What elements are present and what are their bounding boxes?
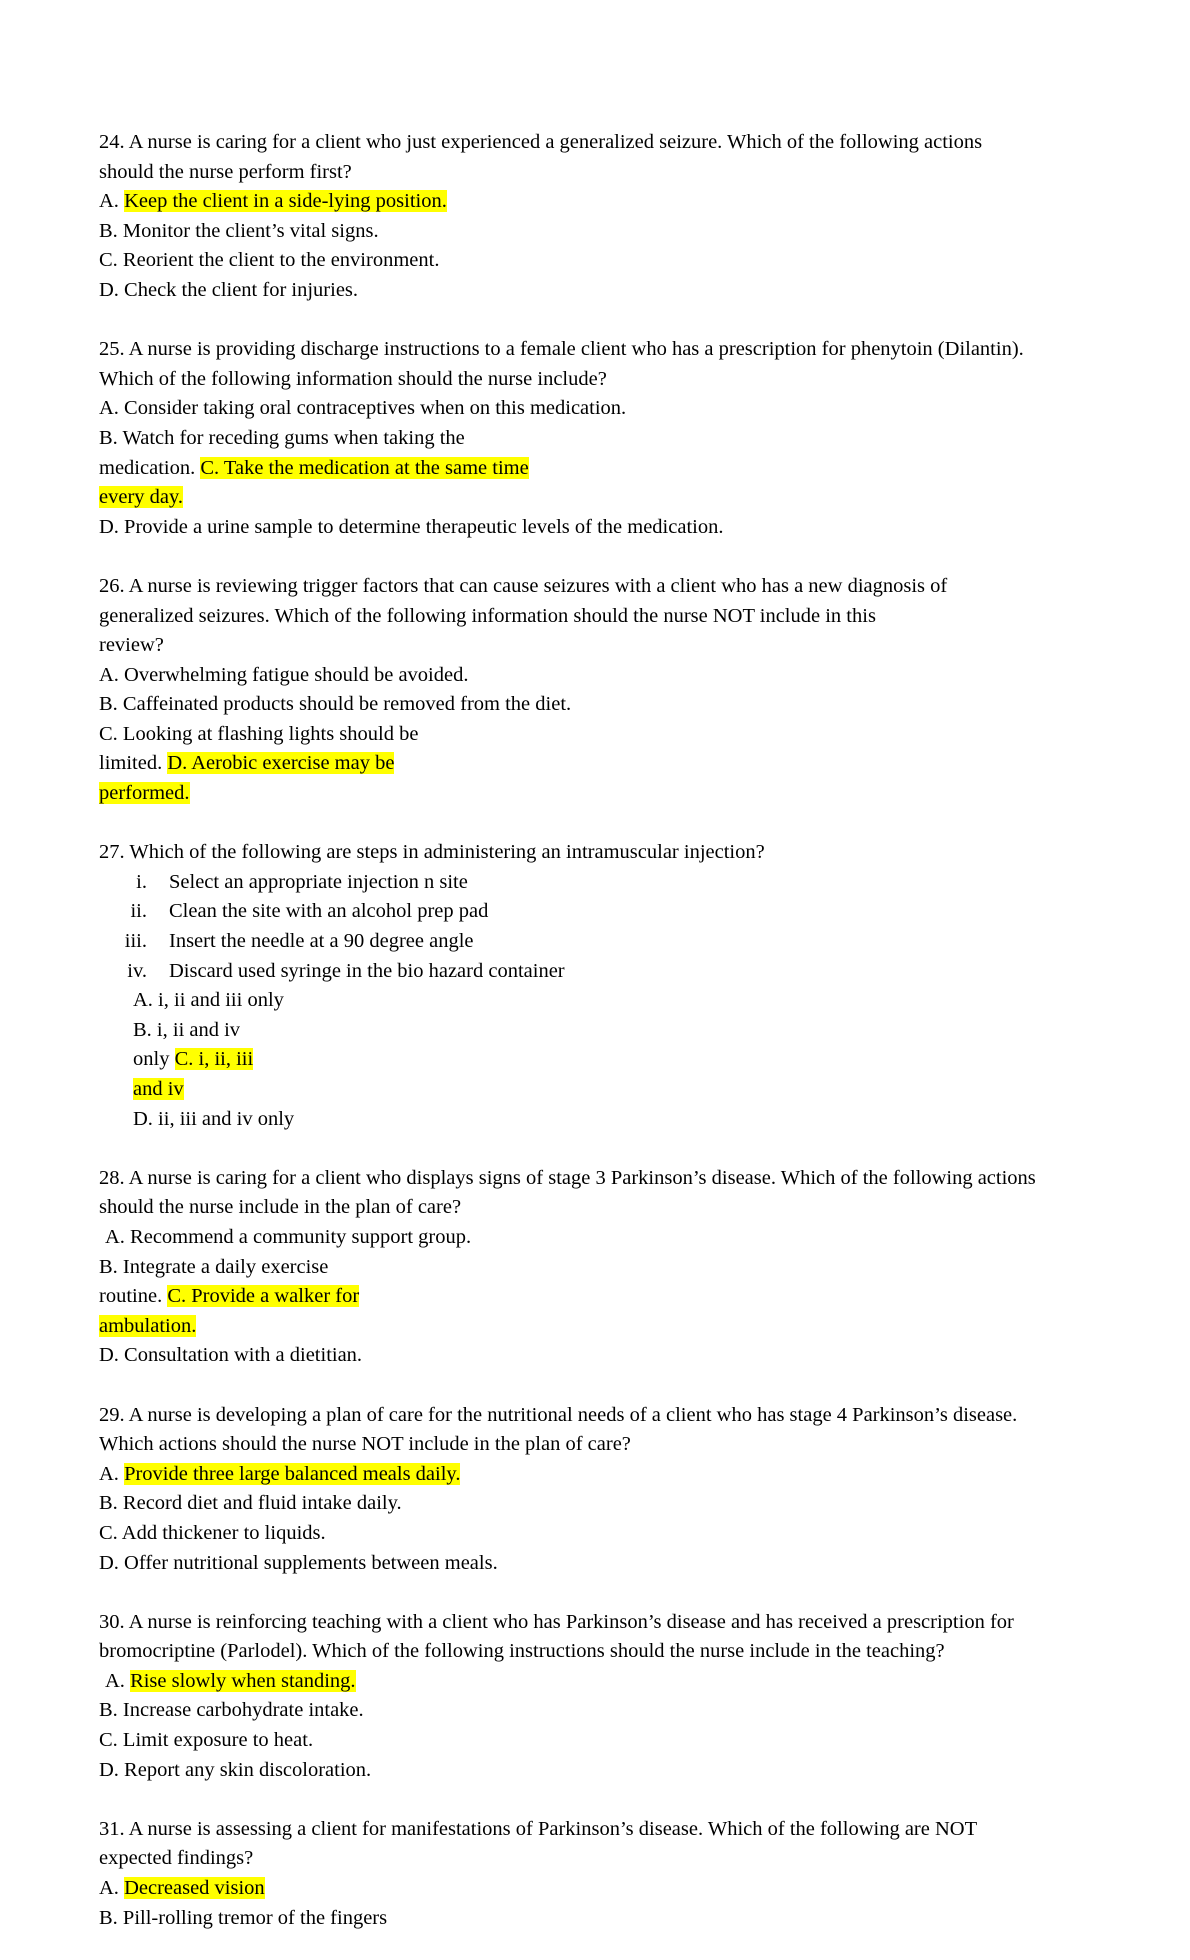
answer-option-b: B. Monitor the client’s vital signs. [99,219,379,242]
answer-option-b: B. Watch for receding gums when taking the [99,426,465,449]
question-stem: generalized seizures. Which of the following information should the nurse NOT include in this [99,604,876,627]
answer-option-b-cont: only C. i, ii, iii [133,1048,254,1071]
question-stem: review? [99,634,164,657]
answer-option-a: A. Decreased vision [99,1877,265,1900]
question-stem: should the nurse include in the plan of care? [99,1196,462,1219]
question-stem: bromocriptine (Parlodel). Which of the following instructions should the nurse include in the teaching? [99,1640,945,1663]
answer-option-c: C. Limit exposure to heat. [99,1729,314,1752]
answer-option-b: B. Increase carbohydrate intake. [99,1699,364,1722]
question-stem: 28. A nurse is caring for a client who displays signs of stage 3 Parkinson’s disease. Which of the following actions [99,1166,1036,1189]
answer-option-d: D. Consultation with a dietitian. [99,1344,363,1367]
question-stem: 30. A nurse is reinforcing teaching with a client who has Parkinson’s disease and has received a prescription for [99,1610,1014,1633]
answer-option-c: C. Looking at flashing lights should be [99,722,419,745]
answer-option-d: D. Check the client for injuries. [99,278,359,301]
highlighted-answer: C. Take the medication at the same time [200,456,529,479]
highlighted-answer: Rise slowly when standing. [130,1669,356,1692]
answer-option-c: C. Reorient the client to the environment. [99,249,440,272]
answer-option-a: A. Keep the client in a side-lying position. [99,190,447,213]
step-item: iv. Discard used syringe in the bio hazard container [127,959,565,982]
question-stem: 26. A nurse is reviewing trigger factors that can cause seizures with a client who has a new diagnosis of [99,574,948,597]
answer-option-a: A. Provide three large balanced meals daily. [99,1462,461,1485]
step-item: iii. Insert the needle at a 90 degree angle [124,930,474,953]
answer-option-b: B. i, ii and iv [133,1018,241,1041]
question-stem: expected findings? [99,1847,254,1870]
highlighted-answer: D. Aerobic exercise may be [167,752,395,775]
highlighted-answer: C. i, ii, iii [174,1048,254,1071]
answer-option-a: A. Overwhelming fatigue should be avoided. [99,663,469,686]
answer-option-a: A. Recommend a community support group. [105,1225,472,1248]
question-stem: Which actions should the nurse NOT include in the plan of care? [99,1433,631,1456]
question-stem: 29. A nurse is developing a plan of care for the nutritional needs of a client who has stage 4 Parkinson’s disease. [99,1403,1018,1426]
document-page [99,128,1117,1933]
answer-option-b-cont: routine. C. Provide a walker for [99,1285,360,1308]
highlighted-answer: every day. [99,486,184,509]
step-item: i. Select an appropriate injection n site [136,870,468,893]
question-31 [99,1815,1117,1933]
answer-option-a: A. i, ii and iii only [133,989,284,1012]
answer-option-b: B. Record diet and fluid intake daily. [99,1492,402,1515]
question-stem: 27. Which of the following are steps in administering an intramuscular injection? [99,841,765,864]
question-stem: 24. A nurse is caring for a client who just experienced a generalized seizure. Which of the following actions [99,131,983,153]
answer-option-d: D. Report any skin discoloration. [99,1758,372,1781]
answer-option-c: C. Add thickener to liquids. [99,1521,326,1544]
highlighted-answer: ambulation. [99,1314,197,1337]
question-26 [99,572,1117,809]
answer-option-a: A. Rise slowly when standing. [105,1669,356,1692]
answer-option-d: D. ii, iii and iv only [133,1107,295,1130]
answer-option-b-cont: medication. C. Take the medication at the same time [99,456,529,479]
answer-option-c-cont [99,1312,1117,1342]
highlighted-answer: C. Provide a walker for [167,1285,360,1308]
answer-option-c-cont [99,1075,1117,1105]
question-stem: 25. A nurse is providing discharge instructions to a female client who has a prescription for phenytoin (Dilantin). [99,338,1024,361]
highlighted-answer: Decreased vision [124,1877,265,1900]
question-27 [99,838,1117,1134]
question-stem: 31. A nurse is assessing a client for manifestations of Parkinson’s disease. Which of the following are NOT [99,1817,978,1840]
answer-option-b: B. Integrate a daily exercise [99,1255,329,1278]
answer-option-d: D. Provide a urine sample to determine therapeutic levels of the medication. [99,515,724,538]
question-28 [99,1164,1117,1371]
answer-option-d: D. Offer nutritional supplements between meals. [99,1551,498,1574]
question-29 [99,1401,1117,1579]
highlighted-answer: performed. [99,782,190,805]
question-stem: Which of the following information should the nurse include? [99,367,607,390]
step-item: ii. Clean the site with an alcohol prep pad [130,900,489,923]
answer-option-b: B. Caffeinated products should be removed from the diet. [99,693,572,716]
answer-option-d-cont [99,779,1117,809]
answer-option-c-cont: limited. D. Aerobic exercise may be [99,752,395,775]
highlighted-answer: Provide three large balanced meals daily. [124,1462,461,1485]
answer-option-b: B. Pill-rolling tremor of the fingers [99,1906,388,1929]
highlighted-answer: and iv [133,1078,184,1100]
answer-option-a: A. Consider taking oral contraceptives when on this medication. [99,397,627,420]
question-24 [99,128,1117,306]
question-30 [99,1608,1117,1786]
question-25 [99,335,1117,542]
answer-option-c-cont [99,483,1117,513]
question-stem: should the nurse perform first? [99,160,352,183]
highlighted-answer: Keep the client in a side-lying position. [124,190,447,213]
